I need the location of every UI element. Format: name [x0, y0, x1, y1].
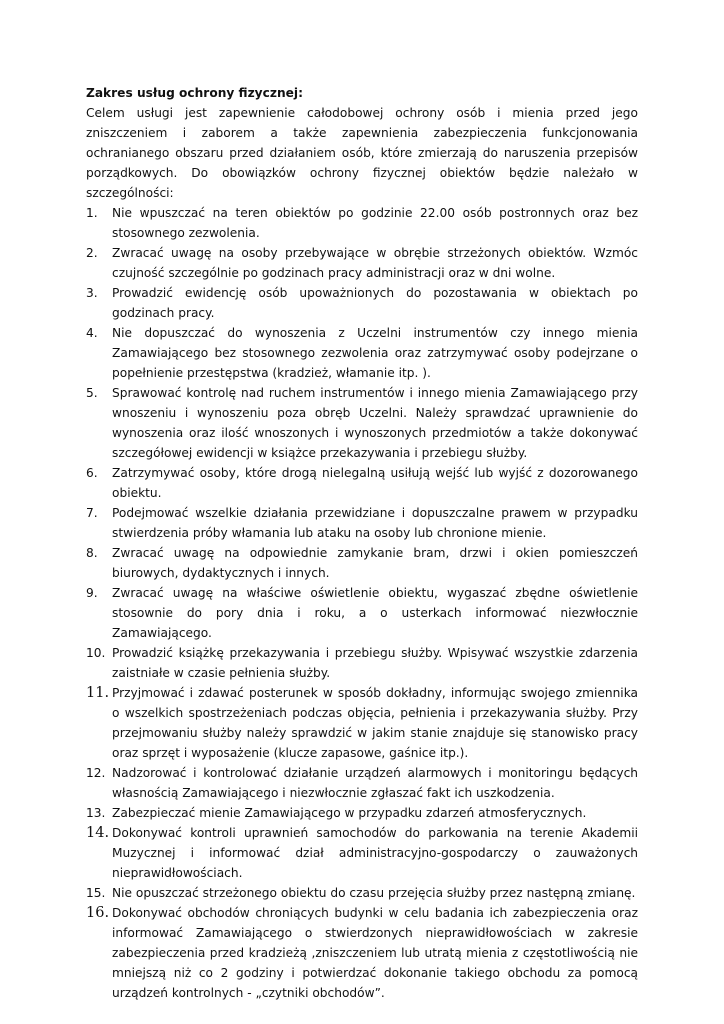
item-number: 14. [86, 825, 110, 841]
list-item [86, 503, 638, 543]
list-item [86, 683, 638, 763]
item-text: Zwracać uwagę na odpowiednie zamykanie bram, drzwi i okien pomieszczeń biurowych, dydaktycznych i innych. [112, 546, 638, 580]
item-number: 8. [86, 546, 98, 560]
item-number: 1. [86, 206, 98, 220]
list-item [86, 383, 638, 463]
item-text: Dokonywać kontroli uprawnień samochodów do parkowania na terenie Akademii Muzycznej i informować dział administracyjno-gospodarczy o zauważonych nieprawidłowościach. [112, 826, 638, 880]
item-text: Nadzorować i kontrolować działanie urządzeń alarmowych i monitoringu będących własnością Zamawiającego i niezwłocznie zgłaszać fakt ich uszkodzenia. [112, 766, 638, 800]
list-item [86, 583, 638, 643]
list-item [86, 823, 638, 883]
item-text: Sprawować kontrolę nad ruchem instrumentów i innego mienia Zamawiającego przy wnoszeniu i wynoszeniu poza obręb Uczelni. Należy sprawdzać uprawnienie do wynoszenia oraz ilość wnoszonych i wynoszonych przedmiotów a także dokonywać szczegółowej ewidencji w książce przekazywania i przebiegu służby. [112, 386, 638, 460]
list-item [86, 883, 638, 903]
item-text: Prowadzić książkę przekazywania i przebiegu służby. Wpisywać wszystkie zdarzenia zaistniałe w czasie pełnienia służby. [112, 646, 638, 680]
item-number: 15. [86, 886, 106, 900]
item-text: Zabezpieczać mienie Zamawiającego w przypadku zdarzeń atmosferycznych. [112, 806, 587, 820]
item-number: 4. [86, 326, 98, 340]
item-text: Dokonywać obchodów chroniących budynki w celu badania ich zabezpieczenia oraz informować Zamawiającego o stwierdzonych nieprawidłowościach w zakresie zabezpieczenia przed kradzieżą ,zniszczeniem lub utratą mienia z częstotliwością nie mniejszą niż co 2 godziny i potwierdzać dokonanie takiego obchodu za pomocą urządzeń kontrolnych - „czytniki obchodów”. [112, 906, 638, 1000]
list-item [86, 643, 638, 683]
item-number: 2. [86, 246, 98, 260]
list-item [86, 243, 638, 283]
item-number: 6. [86, 466, 98, 480]
item-text: Zwracać uwagę na właściwe oświetlenie obiektu, wygaszać zbędne oświetlenie stosownie do pory dnia i roku, a o usterkach informować niezwłocznie Zamawiającego. [112, 586, 638, 640]
item-number: 13. [86, 806, 106, 820]
item-number: 7. [86, 506, 98, 520]
item-text: Podejmować wszelkie działania przewidziane i dopuszczalne prawem w przypadku stwierdzenia próby włamania lub ataku na osoby lub chronione mienie. [112, 506, 638, 540]
item-number: 3. [86, 286, 98, 300]
item-number: 10. [86, 646, 106, 660]
item-number: 5. [86, 386, 98, 400]
list-item [86, 203, 638, 243]
list-item [86, 323, 638, 383]
item-text: Przyjmować i zdawać posterunek w sposób dokładny, informując swojego zmiennika o wszelkich spostrzeżeniach podczas objęcia, pełnienia i przekazywania służby. Przy przejmowaniu służby należy sprawdzić w jakim stanie znajduje się stanowisko pracy oraz sprzęt i wyposażenie (klucze zapasowe, gaśnice itp.). [112, 686, 638, 760]
item-number: 16. [86, 905, 110, 921]
list-item [86, 543, 638, 583]
list-item [86, 803, 638, 823]
item-number: 9. [86, 586, 98, 600]
intro-paragraph: Celem usługi jest zapewnienie całodobowej ochrony osób i mienia przed jego zniszczeniem i zaborem a także zapewnienia zabezpieczenia funkcjonowania ochranianego obszaru przed działaniem osób, które zmierzają do naruszenia przepisów porządkowych. Do obowiązków ochrony fizycznej obiektów będzie należało w szczególności: [86, 106, 638, 200]
item-text: Zatrzymywać osoby, które drogą nielegalną usiłują wejść lub wyjść z dozorowanego obiektu. [112, 466, 638, 500]
list-item [86, 903, 638, 1003]
list-item [86, 763, 638, 803]
item-text: Nie wpuszczać na teren obiektów po godzinie 22.00 osób postronnych oraz bez stosownego zezwolenia. [112, 206, 638, 240]
section-heading: Zakres usług ochrony fizycznej: [86, 86, 303, 100]
item-number: 12. [86, 766, 106, 780]
list-item [86, 463, 638, 503]
item-text: Nie dopuszczać do wynoszenia z Uczelni instrumentów czy innego mienia Zamawiającego bez stosownego zezwolenia oraz zatrzymywać osoby podejrzane o popełnienie przestępstwa (kradzież, włamanie itp. ). [112, 326, 638, 380]
item-text: Zwracać uwagę na osoby przebywające w obrębie strzeżonych obiektów. Wzmóc czujność szczególnie po godzinach pracy administracji oraz w dni wolne. [112, 246, 638, 280]
item-text: Prowadzić ewidencję osób upoważnionych do pozostawania w obiektach po godzinach pracy. [112, 286, 638, 320]
list-item [86, 283, 638, 323]
duties-list [86, 203, 638, 1003]
item-number: 11. [86, 685, 110, 701]
item-text: Nie opuszczać strzeżonego obiektu do czasu przejęcia służby przez następną zmianę. [112, 886, 636, 900]
